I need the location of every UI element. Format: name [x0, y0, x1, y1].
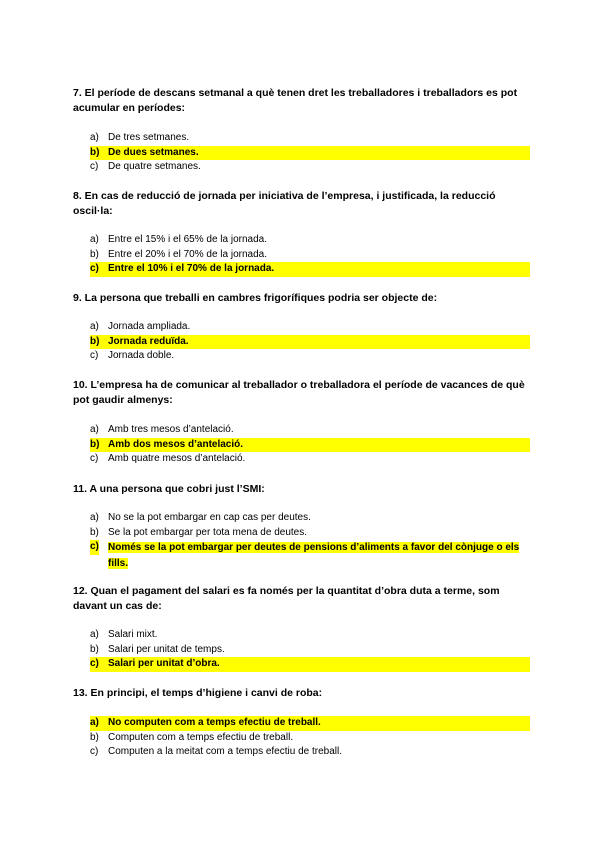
options-list-11 [90, 511, 530, 571]
option-8c-correct [90, 262, 530, 277]
option-text: Computen com a temps efectiu de treball. [108, 731, 294, 743]
option-letter: b) [90, 643, 99, 655]
option-11a [90, 511, 530, 526]
option-text: De tres setmanes. [108, 132, 190, 143]
option-8b [90, 248, 530, 263]
option-10a [90, 423, 530, 438]
option-letter: a) [90, 629, 99, 640]
option-text: Salari per unitat d’obra. [108, 658, 220, 669]
option-13c [90, 745, 530, 760]
option-letter: a) [90, 132, 99, 143]
option-13b [90, 731, 530, 746]
option-text: Computen a la meitat com a temps efectiu de treball. [108, 746, 343, 757]
question-title-9: 9. La persona que treballi en cambres frigorífiques podria ser objecte de: [73, 292, 438, 304]
option-13a-correct [90, 716, 530, 731]
option-letter: b) [90, 335, 100, 347]
option-text: Entre el 20% i el 70% de la jornada. [108, 248, 267, 260]
option-letter: c) [90, 350, 99, 361]
option-11c-correct [90, 540, 530, 571]
option-10b-correct [90, 438, 530, 453]
option-letter: b) [90, 438, 100, 450]
option-text: Amb quatre mesos d’antelació. [108, 453, 246, 464]
option-text: Se la pot embargar per tota mena de deutes. [108, 526, 308, 538]
option-7b-correct [90, 146, 530, 161]
option-letter: c) [90, 453, 99, 464]
option-text: No se la pot embargar en cap cas per deutes. [108, 512, 311, 523]
option-12a [90, 628, 530, 643]
options-list-9 [90, 320, 530, 364]
option-letter: a) [90, 424, 99, 435]
option-letter: b) [90, 248, 99, 260]
option-9a [90, 320, 530, 335]
option-8a [90, 233, 530, 248]
option-letter: a) [90, 234, 99, 245]
option-letter: b) [90, 146, 100, 158]
option-text: Jornada ampliada. [108, 321, 191, 332]
question-title-11: 11. A una persona que cobri just l’SMI: [73, 483, 265, 495]
question-title-8: 8. En cas de reducció de jornada per iniciativa de l’empresa, i justificada, la reducció oscil·la: [73, 190, 496, 217]
options-list-12 [90, 628, 530, 672]
option-letter: c) [90, 746, 99, 757]
option-letter: a) [90, 512, 99, 523]
option-letter: c) [90, 658, 99, 669]
option-letter: b) [90, 731, 99, 743]
option-letter: a) [90, 717, 99, 728]
option-letter: c) [90, 263, 99, 274]
option-9b-correct [90, 335, 530, 350]
question-title-7: 7. El període de descans setmanal a què tenen dret les treballadores i treballadors es pot acumular en períodes: [73, 87, 518, 114]
option-9c [90, 349, 530, 364]
option-text: No computen com a temps efectiu de treball. [108, 717, 321, 728]
options-list-8 [90, 233, 530, 277]
question-title-13: 13. En principi, el temps d’higiene i canvi de roba: [73, 687, 323, 699]
option-12c-correct [90, 657, 530, 672]
options-list-7 [90, 131, 530, 175]
option-text: Jornada doble. [108, 350, 175, 361]
option-text: Jornada reduïda. [108, 335, 189, 347]
option-7a [90, 131, 530, 146]
option-letter: c) [90, 540, 99, 555]
question-title-10: 10. L’empresa ha de comunicar al treballador o treballadora el període de vacances de què pot gaudir almenys: [73, 379, 525, 406]
option-text: Salari mixt. [108, 629, 158, 640]
option-text: Només se la pot embargar per deutes de pensions d’aliments a favor del cònjuge o els fills. [108, 542, 520, 569]
question-title-12: 12. Quan el pagament del salari es fa només per la quantitat d’obra duta a terme, som davant un cas de: [73, 585, 500, 612]
option-text: Salari per unitat de temps. [108, 643, 225, 655]
options-list-13 [90, 716, 530, 760]
option-text: Entre el 10% i el 70% de la jornada. [108, 263, 275, 274]
option-letter: c) [90, 161, 99, 172]
option-letter: b) [90, 526, 99, 538]
option-11b [90, 526, 530, 541]
option-7c [90, 160, 530, 175]
options-list-10 [90, 423, 530, 467]
option-12b [90, 643, 530, 658]
option-text: Amb tres mesos d’antelació. [108, 424, 234, 435]
option-text: Amb dos mesos d’antelació. [108, 438, 244, 450]
option-letter: a) [90, 321, 99, 332]
option-text: Entre el 15% i el 65% de la jornada. [108, 234, 267, 245]
option-10c [90, 452, 530, 467]
option-text: De quatre setmanes. [108, 161, 201, 172]
option-text: De dues setmanes. [108, 146, 199, 158]
